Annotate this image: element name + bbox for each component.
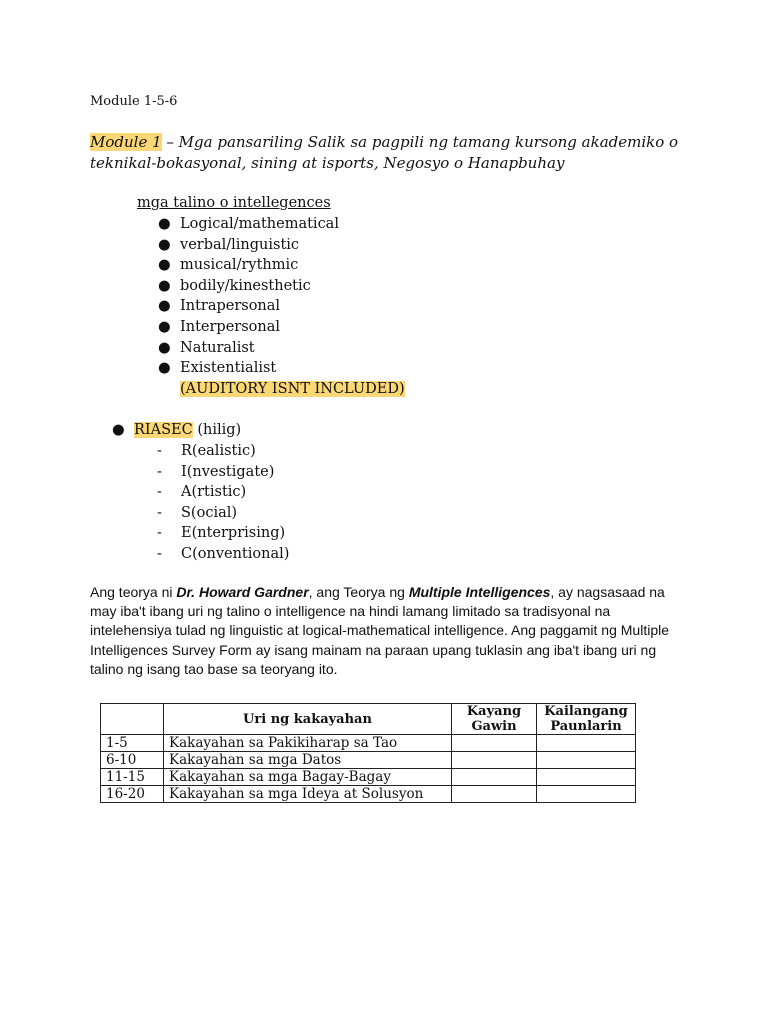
table-header: Kailangang Paunlarin xyxy=(537,704,636,735)
intelligences-list xyxy=(158,214,405,399)
list-item: - E(nterprising) xyxy=(157,525,286,542)
table-header: Uri ng kakayahan xyxy=(164,704,452,735)
list-item: ● Logical/mathematical xyxy=(158,216,339,232)
gardner-paragraph: Ang teorya ni Dr. Howard Gardner, ang Teorya ng Multiple Intelligences, ay nagsasaad na may iba't ibang uri ng talino o intelligence na hindi lamang limitado sa tradisyonal na intelehensiya tulad ng linguistic at logical-mathematical intelligence. Ang paggamit ng Multiple Intelligences Survey Form ay isang mainam na paraan upang tuklasin ang iba't ibang uri ng talino ng isang tao base sa teoryang ito. xyxy=(90,584,670,677)
riasec-heading: ● RIASEC (hilig) xyxy=(112,422,242,438)
list-item: ● Naturalist xyxy=(158,339,255,356)
table-cell xyxy=(537,752,636,769)
list-item: ● Existentialist xyxy=(158,360,277,377)
riasec-list xyxy=(157,441,289,565)
table-cell xyxy=(452,769,537,786)
table-header-row xyxy=(101,704,636,735)
table-cell: 16-20 xyxy=(101,786,164,803)
table-cell xyxy=(452,752,537,769)
list-item: ● Interpersonal xyxy=(158,318,280,335)
table-cell: Kakayahan sa Pakikiharap sa Tao xyxy=(164,735,452,752)
table-row xyxy=(101,786,636,803)
table-header xyxy=(101,704,164,735)
list-item: - S(ocial) xyxy=(157,504,238,521)
table-cell xyxy=(452,786,537,803)
table-row xyxy=(101,752,636,769)
table-row xyxy=(101,735,636,752)
table-cell: Kakayahan sa mga Bagay-Bagay xyxy=(164,769,452,786)
list-item: ● verbal/linguistic xyxy=(158,236,300,253)
riasec-label: RIASEC xyxy=(134,422,193,438)
table-cell: 1-5 xyxy=(101,735,164,752)
module-heading-text: – Mga pansariling Salik sa pagpili ng tamang kursong akademiko o xyxy=(161,133,679,151)
list-item: - R(ealistic) xyxy=(157,443,256,459)
table-row xyxy=(101,769,636,786)
intelligences-note: (AUDITORY ISNT INCLUDED) xyxy=(180,380,405,397)
table-cell xyxy=(537,786,636,803)
list-item: ● bodily/kinesthetic xyxy=(158,277,311,294)
module-label: Module 1-5-6 xyxy=(90,94,178,109)
table-cell xyxy=(537,769,636,786)
table-cell xyxy=(537,735,636,752)
table-header: Kayang Gawin xyxy=(452,704,537,735)
list-item: - C(onventional) xyxy=(157,545,290,562)
module-heading xyxy=(90,133,678,151)
module-heading-highlight: Module 1 xyxy=(90,133,162,151)
table-cell: 6-10 xyxy=(101,752,164,769)
module-heading-line2: teknikal-bokasyonal, sining at isports, Negosyo o Hanapbuhay xyxy=(90,154,565,172)
list-item: ● musical/rythmic xyxy=(158,257,299,274)
skills-table xyxy=(100,703,636,803)
table-cell xyxy=(452,735,537,752)
table-cell: 11-15 xyxy=(101,769,164,786)
table-cell: Kakayahan sa mga Datos xyxy=(164,752,452,769)
list-item: - A(rtistic) xyxy=(157,484,247,501)
table-cell: Kakayahan sa mga Ideya at Solusyon xyxy=(164,786,452,803)
list-item: ● Intrapersonal xyxy=(158,298,281,315)
intelligences-title: mga talino o intellegences xyxy=(137,195,331,211)
list-item: - I(nvestigate) xyxy=(157,463,275,480)
